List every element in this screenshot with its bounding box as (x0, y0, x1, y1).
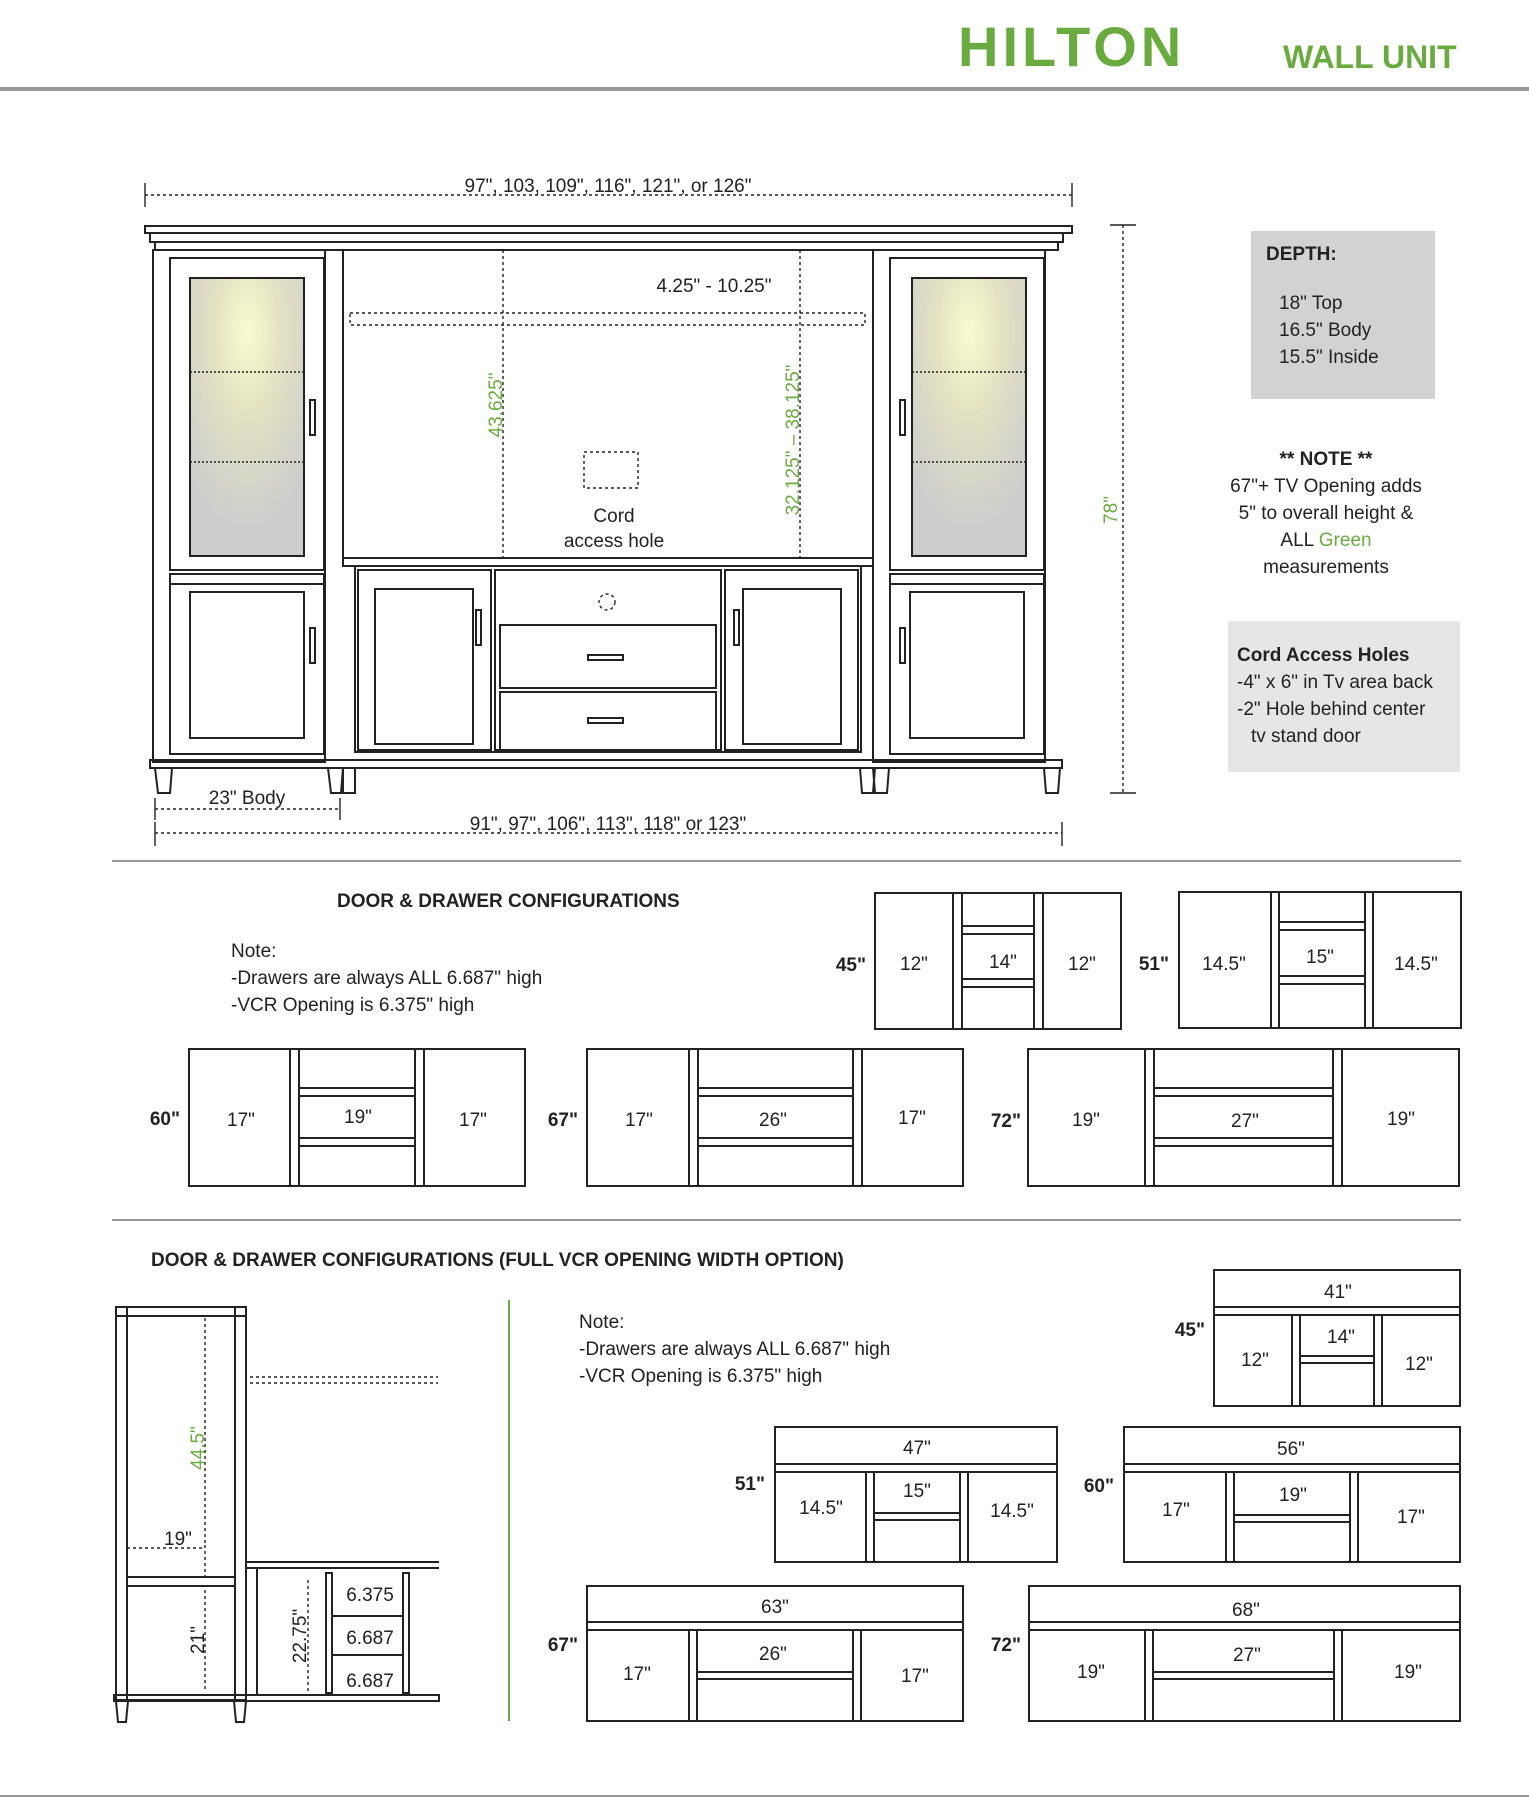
fullvcr-51-top: 47" (903, 1438, 931, 1459)
side-dim-mid: 19" (164, 1529, 192, 1550)
note-line-4: measurements (1263, 557, 1389, 578)
fullvcr-51-right: 14.5" (990, 1501, 1034, 1522)
fullvcr-config-60 (1084, 1427, 1460, 1562)
config-60-right: 17" (459, 1110, 487, 1131)
tv-opening-range-dim: 32.125" – 38.125" (783, 364, 804, 516)
section-2-note-line-2: -VCR Opening is 6.375" high (579, 1366, 823, 1387)
fullvcr-45-center: 14" (1327, 1327, 1355, 1348)
config-72 (991, 1049, 1459, 1186)
fullvcr-config-45 (1175, 1270, 1460, 1406)
cord-box-line-1: -4" x 6" in Tv area back (1237, 672, 1433, 693)
fullvcr-51-left: 14.5" (799, 1498, 843, 1519)
top-width-dim: 97", 103, 109", 116", 121", or 126" (464, 176, 752, 197)
top-offset-dim: 4.25" - 10.25" (656, 276, 772, 297)
fullvcr-config-51 (735, 1427, 1057, 1562)
fullvcr-60-center: 19" (1279, 1485, 1307, 1506)
note-title: ** NOTE ** (1279, 449, 1373, 470)
config-67-size: 67" (547, 1110, 578, 1131)
footer-rule (0, 1795, 1529, 1797)
cord-box-title: Cord Access Holes (1237, 645, 1410, 666)
fullvcr-60-right: 17" (1397, 1507, 1425, 1528)
section-2 (114, 1250, 1460, 1722)
fullvcr-72-left: 19" (1077, 1662, 1105, 1683)
side-dim-d2: 6.687 (346, 1628, 394, 1649)
config-67-center: 26" (759, 1110, 787, 1131)
note-line-1: 67"+ TV Opening adds (1230, 476, 1422, 497)
depth-line-1: 18" Top (1279, 293, 1343, 314)
fullvcr-60-top: 56" (1277, 1439, 1305, 1460)
fullvcr-67-top: 63" (761, 1597, 789, 1618)
side-dim-upper: 44.5" (188, 1426, 209, 1470)
depth-box (1251, 231, 1435, 399)
header-rule (0, 87, 1529, 91)
brand-subtitle: WALL UNIT (1283, 39, 1457, 75)
config-67-left: 17" (625, 1110, 653, 1131)
green-divider (508, 1300, 510, 1721)
config-51-size: 51" (1138, 954, 1169, 975)
fullvcr-45-top: 41" (1324, 1282, 1352, 1303)
note-line-2: 5" to overall height & (1238, 503, 1414, 524)
fullvcr-72-size: 72" (990, 1635, 1021, 1656)
config-45-right: 12" (1068, 954, 1096, 975)
fullvcr-config-72 (991, 1586, 1460, 1721)
note-block (1230, 449, 1422, 578)
config-60-left: 17" (227, 1110, 255, 1131)
fullvcr-51-size: 51" (734, 1474, 765, 1495)
side-dim-d1: 6.375 (346, 1585, 394, 1606)
fullvcr-60-size: 60" (1083, 1476, 1114, 1497)
body-width-dim: 23" Body (208, 788, 286, 809)
fullvcr-67-right: 17" (901, 1666, 929, 1687)
fullvcr-72-right: 19" (1394, 1662, 1422, 1683)
config-45-center: 14" (989, 952, 1017, 973)
cord-label-1: Cord (593, 506, 635, 527)
divider-1 (112, 860, 1461, 862)
fullvcr-45-right: 12" (1405, 1354, 1433, 1375)
cord-access-box (1228, 621, 1460, 772)
config-72-left: 19" (1072, 1110, 1100, 1131)
config-51 (1139, 892, 1461, 1028)
config-45 (836, 893, 1121, 1029)
side-dim-lower: 21" (188, 1626, 209, 1654)
fullvcr-67-left: 17" (623, 1664, 651, 1685)
section-2-title: DOOR & DRAWER CONFIGURATIONS (FULL VCR OPENING WIDTH OPTION) (151, 1250, 844, 1271)
depth-line-2: 16.5" Body (1279, 320, 1372, 341)
config-60 (150, 1049, 525, 1186)
fullvcr-60-left: 17" (1162, 1500, 1190, 1521)
fullvcr-67-size: 67" (547, 1635, 578, 1656)
section-2-note-title: Note: (579, 1312, 625, 1333)
note-line-3-green: Green (1318, 530, 1372, 551)
cord-box-line-2: -2" Hole behind center (1237, 699, 1426, 720)
config-72-size: 72" (990, 1111, 1021, 1132)
config-60-center: 19" (344, 1107, 372, 1128)
section-1-note-line-2: -VCR Opening is 6.375" high (231, 995, 475, 1016)
config-45-size: 45" (835, 955, 866, 976)
section-1 (150, 891, 1461, 1186)
section-1-note-line-1: -Drawers are always ALL 6.687" high (231, 968, 543, 989)
config-51-left: 14.5" (1202, 954, 1246, 975)
divider-2 (112, 1219, 1461, 1221)
header (0, 15, 1529, 91)
bottom-width-dim: 91", 97", 106", 113", 118" or 123" (469, 814, 747, 835)
note-line-3 (1280, 530, 1371, 551)
config-72-center: 27" (1231, 1111, 1259, 1132)
depth-line-3: 15.5" Inside (1279, 347, 1379, 368)
side-section-drawing (114, 1307, 439, 1722)
config-45-left: 12" (900, 954, 928, 975)
fullvcr-45-size: 45" (1174, 1320, 1205, 1341)
section-2-note-line-1: -Drawers are always ALL 6.687" high (579, 1339, 891, 1360)
fullvcr-51-center: 15" (903, 1481, 931, 1502)
config-72-right: 19" (1387, 1109, 1415, 1130)
note-line-3-pre: ALL (1280, 530, 1314, 551)
cord-label-2: access hole (563, 531, 665, 552)
fullvcr-72-center: 27" (1233, 1645, 1261, 1666)
fullvcr-72-top: 68" (1232, 1600, 1260, 1621)
main-elevation (145, 176, 1136, 846)
fullvcr-67-center: 26" (759, 1644, 787, 1665)
height-dim: 78" (1101, 496, 1122, 524)
side-dim-stand: 22.75" (290, 1608, 311, 1664)
config-67-right: 17" (898, 1108, 926, 1129)
config-51-right: 14.5" (1394, 954, 1438, 975)
section-1-note-title: Note: (231, 941, 277, 962)
fullvcr-45-left: 12" (1241, 1350, 1269, 1371)
fullvcr-config-67 (548, 1586, 963, 1721)
cord-box-line-3: tv stand door (1251, 726, 1361, 747)
config-67 (548, 1049, 963, 1186)
depth-title: DEPTH: (1266, 244, 1337, 265)
config-60-size: 60" (149, 1109, 180, 1130)
section-1-title: DOOR & DRAWER CONFIGURATIONS (337, 891, 680, 912)
tv-opening-height-dim: 43.625" (486, 372, 507, 438)
side-dim-d3: 6.687 (346, 1671, 394, 1692)
config-51-center: 15" (1306, 947, 1334, 968)
brand-title: HILTON (958, 15, 1186, 78)
